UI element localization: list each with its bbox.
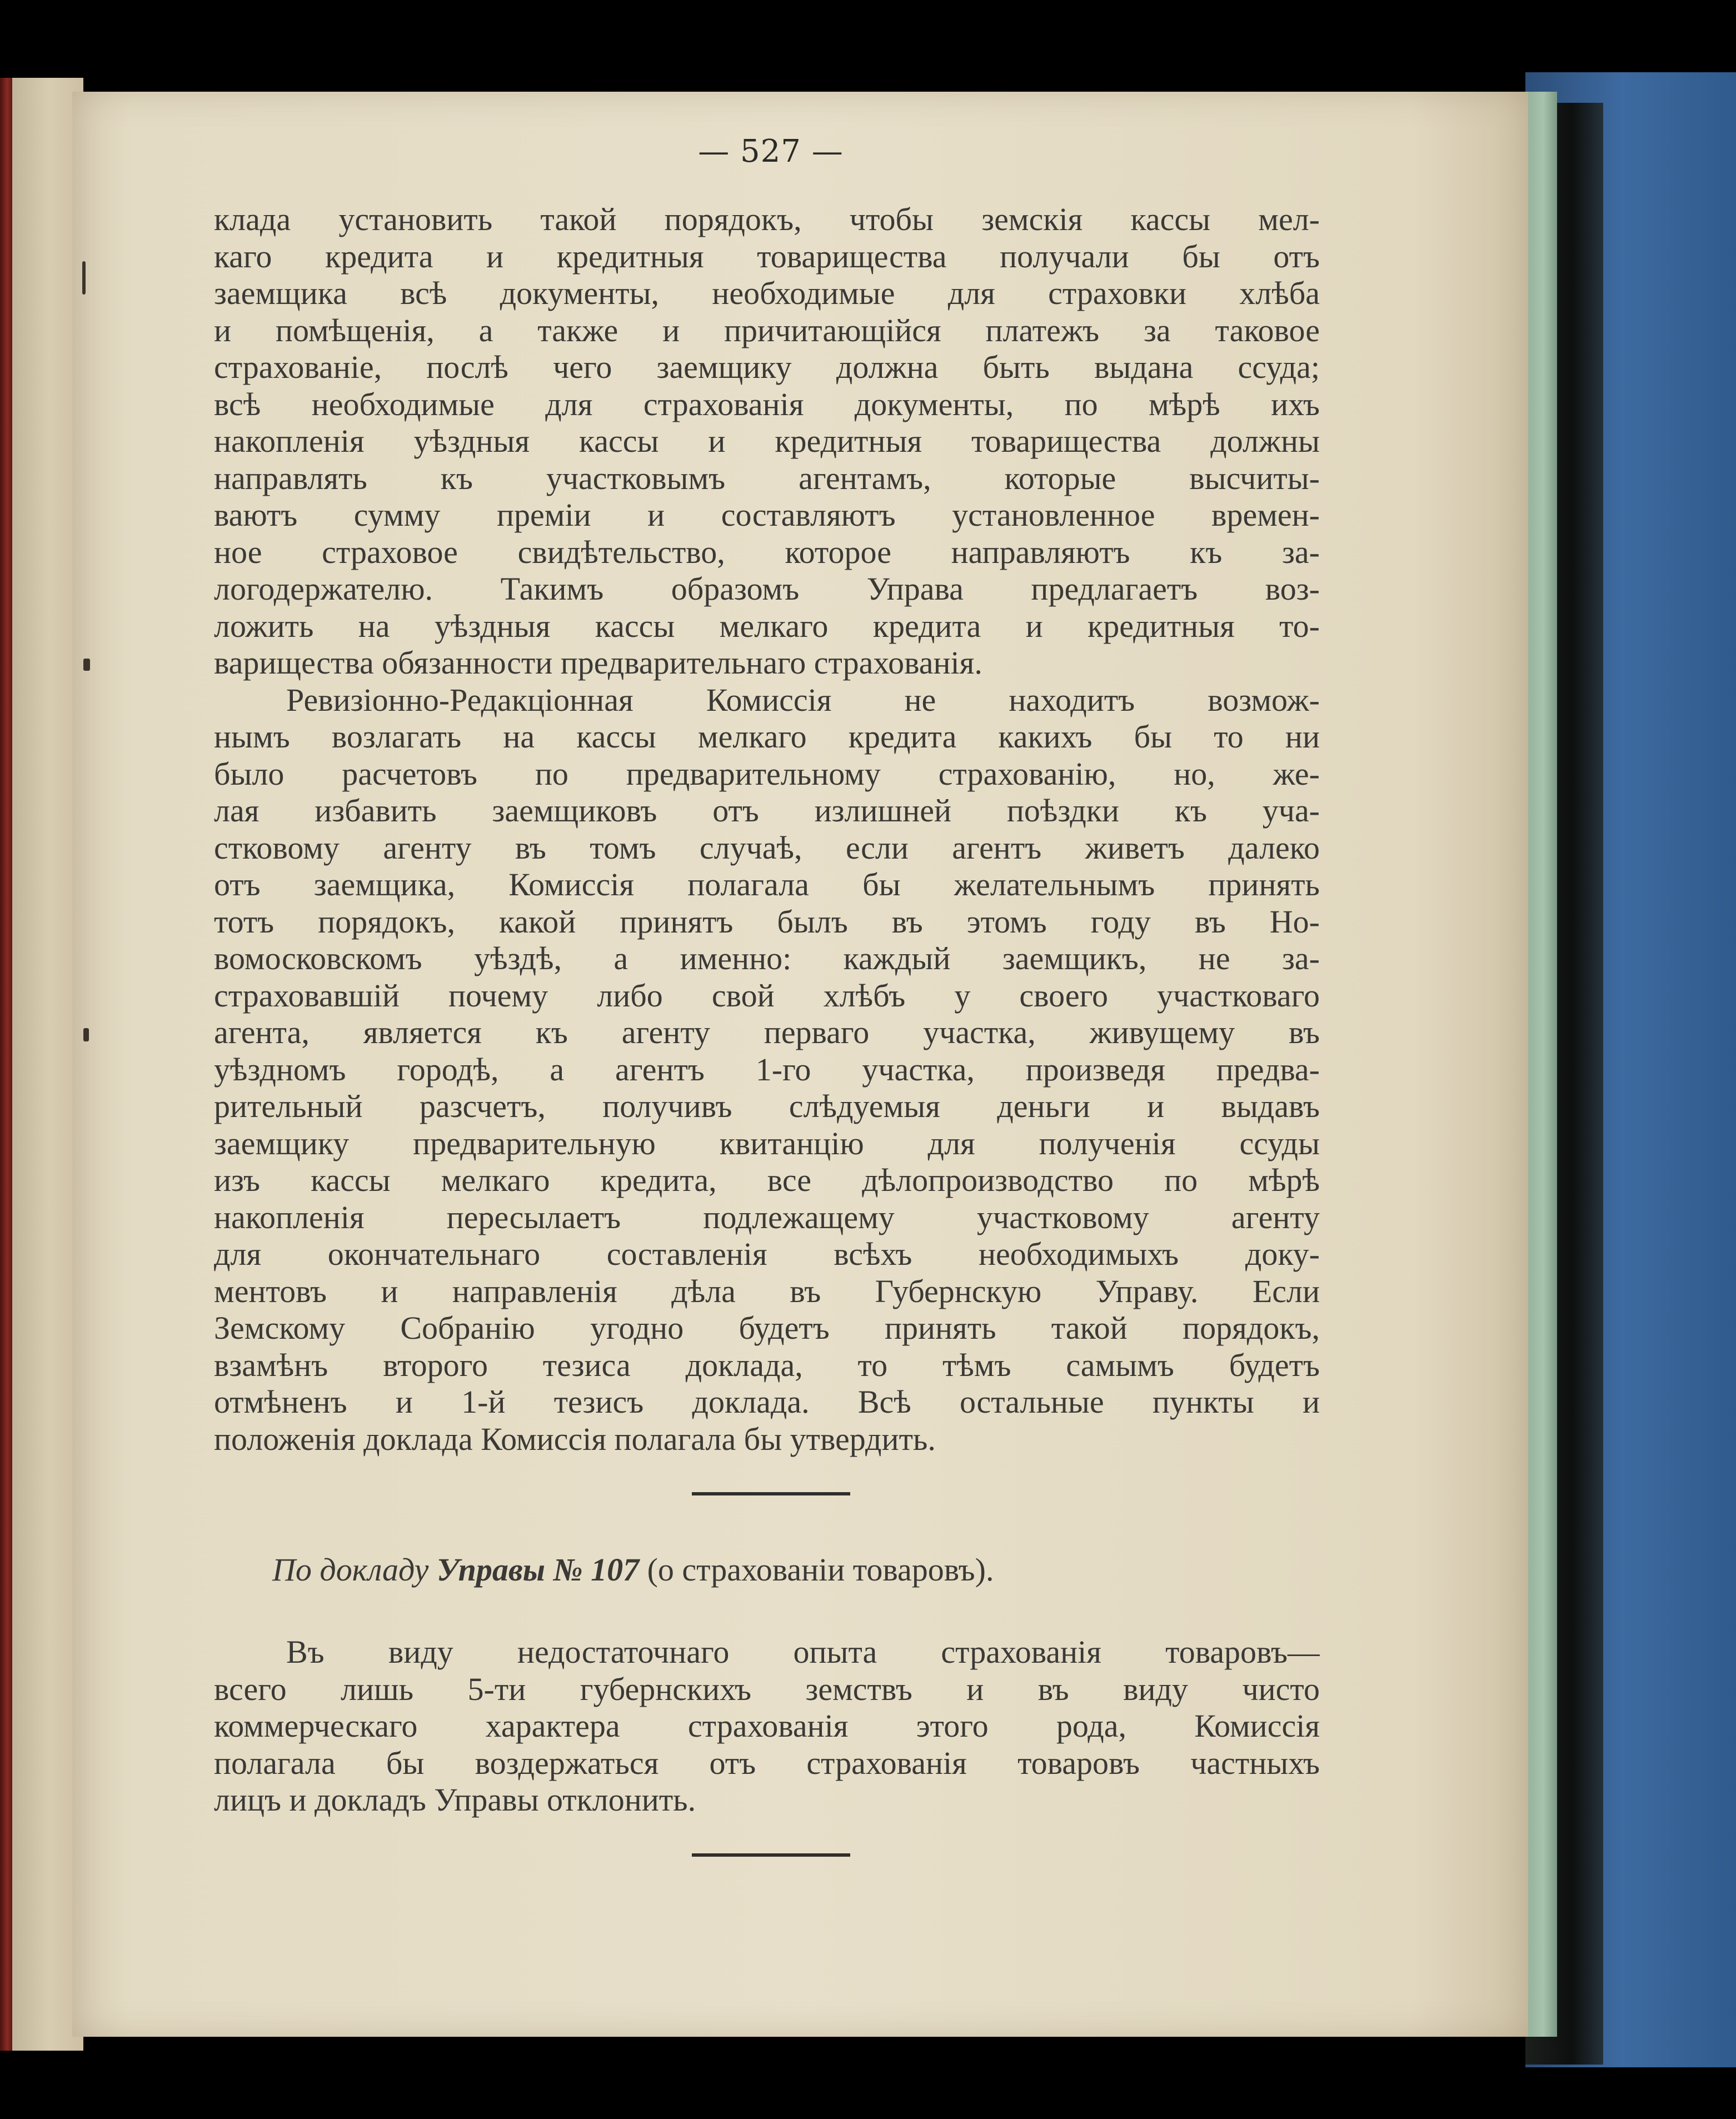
text-line: страховавшій почему либо свой хлѣбъ у своего участковаго xyxy=(214,977,1320,1014)
text-line: направлять къ участковымъ агентамъ, которые высчиты- xyxy=(214,460,1320,496)
text-line: лая избавить заемщиковъ отъ излишней поѣздки къ уча- xyxy=(214,792,1320,829)
text-line: всего лишь 5-ти губернскихъ земствъ и въ виду чисто xyxy=(214,1671,1320,1707)
text-line: накопленія уѣздныя кассы и кредитныя товарищества должны xyxy=(214,423,1320,459)
margin-mark xyxy=(82,261,86,295)
page-number: — 527 — xyxy=(698,133,844,169)
text-line: лицъ и докладъ Управы отклонить. xyxy=(214,1782,696,1818)
text-line: тотъ порядокъ, какой принятъ былъ въ этомъ году въ Но- xyxy=(214,903,1320,940)
second-text-block xyxy=(214,1634,1320,1819)
text-line: изъ кассы мелкаго кредита, все дѣлопроизводство по мѣрѣ xyxy=(214,1162,1320,1198)
text-line: вомосковскомъ уѣздѣ, а именно: каждый заемщикъ, не за- xyxy=(214,940,1320,976)
left-page-edge xyxy=(0,78,83,2051)
left-binding-cloth xyxy=(0,78,12,2051)
text-line: страхованіе, послѣ чего заемщику должна быть выдана ссуда; xyxy=(214,349,1320,385)
text-line: отъ заемщика, Комиссія полагала бы желательнымъ принять xyxy=(214,866,1320,903)
text-line: ментовъ и направленія дѣла въ Губернскую Управу. Если xyxy=(214,1273,1320,1309)
text-line: логодержателю. Такимъ образомъ Управа предлагаетъ воз- xyxy=(214,571,1320,607)
paragraph-first-line: Ревизіонно-Редакціонная Комиссія не находитъ возмож- xyxy=(286,681,1320,718)
margin-mark xyxy=(83,659,90,671)
heading-roman-part: (о страхованіи товаровъ). xyxy=(639,1552,994,1588)
section-divider xyxy=(692,1853,850,1857)
text-line: ваютъ сумму преміи и составляютъ установленное времен- xyxy=(214,497,1320,533)
text-line: полагала бы воздержаться отъ страхованія товаровъ частныхъ xyxy=(214,1744,1320,1781)
text-line: заемщика всѣ документы, необходимые для страховки хлѣба xyxy=(214,275,1320,311)
heading-italic-part: По докладу xyxy=(272,1552,437,1588)
text-line: нымъ возлагать на кассы мелкаго кредита какихъ бы то ни xyxy=(214,719,1320,755)
margin-mark xyxy=(83,1028,89,1041)
text-line: накопленія пересылаетъ подлежащему участковому агенту xyxy=(214,1199,1320,1235)
heading-bold-part: Управы № 107 xyxy=(436,1552,640,1588)
text-line: рительный разсчетъ, получивъ слѣдуемыя деньги и выдавъ xyxy=(214,1088,1320,1124)
text-line: взамѣнъ второго тезиса доклада, то тѣмъ самымъ будетъ xyxy=(214,1347,1320,1383)
section-divider xyxy=(692,1492,850,1495)
text-line: и помѣщенія, а также и причитающійся платежъ за таковое xyxy=(214,312,1320,348)
text-line: клада установить такой порядокъ, чтобы земскія кассы мел- xyxy=(214,201,1320,237)
paragraph-first-line: Въ виду недостаточнаго опыта страхованія товаровъ— xyxy=(286,1634,1320,1670)
text-line: ное страховое свидѣтельство, которое направляютъ къ за- xyxy=(214,534,1320,570)
text-line: агента, является къ агенту перваго участка, живущему въ xyxy=(214,1014,1320,1050)
text-line: отмѣненъ и 1-й тезисъ доклада. Всѣ остальные пункты и xyxy=(214,1384,1320,1420)
text-line: варищества обязанности предварительнаго страхованія. xyxy=(214,645,982,681)
text-line: коммерческаго характера страхованія этого рода, Комиссія xyxy=(214,1708,1320,1744)
text-line: было расчетовъ по предварительному страхованію, но, же- xyxy=(214,755,1320,792)
text-line: заемщику предварительную квитанцію для полученія ссуды xyxy=(214,1125,1320,1161)
text-line: ложить на уѣздныя кассы мелкаго кредита и кредитныя то- xyxy=(214,607,1320,644)
section-heading xyxy=(272,1550,1273,1589)
text-line: Земскому Собранію угодно будетъ принять такой порядокъ, xyxy=(214,1310,1320,1346)
text-line: каго кредита и кредитныя товарищества получали бы отъ xyxy=(214,238,1320,275)
text-line: положенія доклада Комиссія полагала бы утвердить. xyxy=(214,1420,936,1457)
text-line: уѣздномъ городѣ, а агентъ 1-го участка, произведя предва- xyxy=(214,1051,1320,1088)
text-line: всѣ необходимые для страхованія документы, по мѣрѣ ихъ xyxy=(214,386,1320,422)
text-line: для окончательнаго составленія всѣхъ необходимыхъ доку- xyxy=(214,1236,1320,1272)
main-text-block xyxy=(214,201,1320,1458)
text-line: стковому агенту въ томъ случаѣ, если агентъ живетъ далеко xyxy=(214,829,1320,866)
